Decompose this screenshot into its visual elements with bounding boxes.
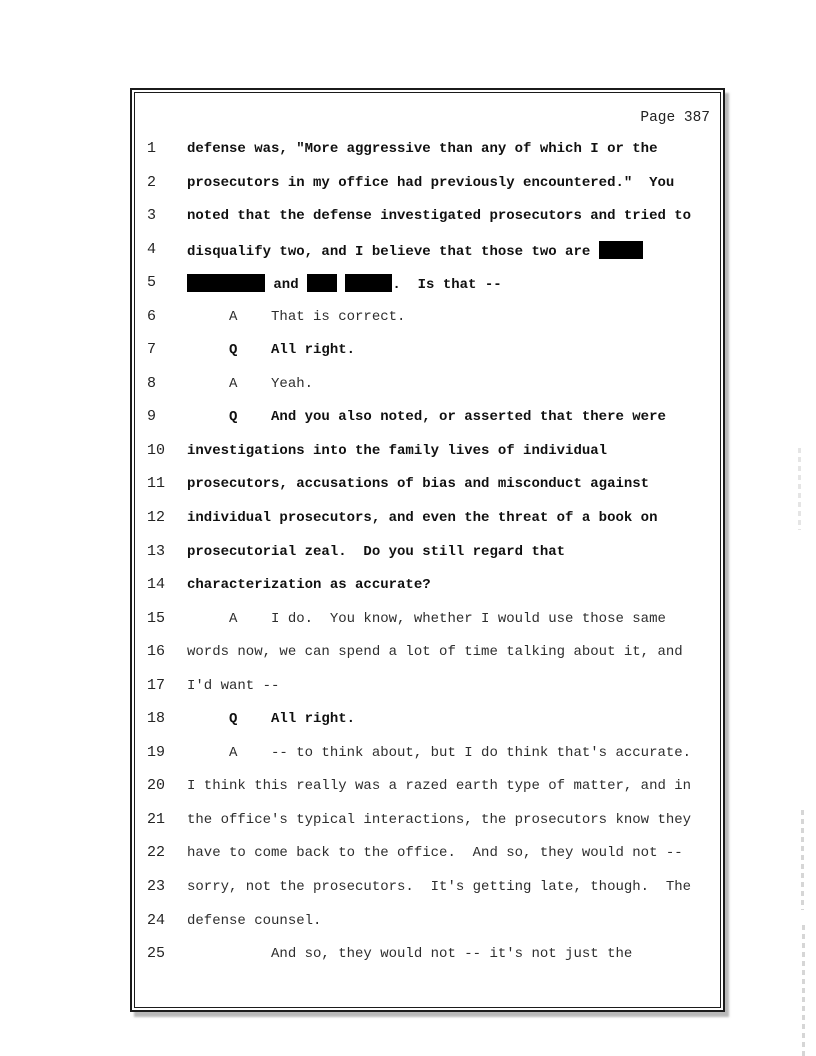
line-number: 25 xyxy=(147,945,166,963)
line-text: A I do. You know, whether I would use those same xyxy=(187,610,666,627)
transcript-line xyxy=(135,508,720,542)
line-text: prosecutors in my office had previously encountered." You xyxy=(187,174,675,191)
transcript-line xyxy=(135,340,720,374)
line-number: 14 xyxy=(147,576,166,594)
redaction-box xyxy=(345,274,392,292)
page-number: Page 387 xyxy=(640,110,710,126)
transcript-line xyxy=(135,575,720,609)
transcript-line xyxy=(135,139,720,173)
line-number: 24 xyxy=(147,911,166,929)
line-text: Q And you also noted, or asserted that there were xyxy=(187,409,666,426)
line-number: 6 xyxy=(147,307,157,325)
line-text: the office's typical interactions, the prosecutors know they xyxy=(187,811,692,828)
line-text: defense counsel. xyxy=(187,912,322,929)
line-text: investigations into the family lives of individual xyxy=(187,442,608,459)
line-number: 12 xyxy=(147,509,166,527)
line-number: 22 xyxy=(147,844,166,862)
transcript-line xyxy=(135,709,720,743)
line-text: I think this really was a razed earth type of matter, and in xyxy=(187,778,692,795)
line-number: 15 xyxy=(147,609,166,627)
redaction-box xyxy=(307,274,337,292)
transcript-line xyxy=(135,307,720,341)
line-number: 23 xyxy=(147,878,166,896)
line-text: Q All right. xyxy=(187,342,356,359)
line-text: have to come back to the office. And so, they would not -- xyxy=(187,845,683,862)
line-text: A That is correct. xyxy=(187,308,406,325)
transcript-line xyxy=(135,843,720,877)
scan-artifact xyxy=(798,448,801,530)
line-number: 16 xyxy=(147,643,166,661)
transcript-line xyxy=(135,240,720,274)
line-text: A -- to think about, but I do think that's accurate. xyxy=(187,744,692,761)
line-text: defense was, "More aggressive than any of which I or the xyxy=(187,141,658,157)
line-number: 21 xyxy=(147,810,166,828)
line-number: 9 xyxy=(147,408,157,426)
scan-artifact xyxy=(802,925,805,1056)
line-number: 13 xyxy=(147,542,166,560)
line-text: prosecutorial zeal. Do you still regard that xyxy=(187,543,566,560)
line-number: 8 xyxy=(147,374,157,392)
line-text: characterization as accurate? xyxy=(187,577,431,594)
line-text: words now, we can spend a lot of time talking about it, and xyxy=(187,644,683,661)
line-text: and . Is that -- xyxy=(187,274,502,294)
transcript-line xyxy=(135,173,720,207)
line-number: 18 xyxy=(147,710,166,728)
line-text: A Yeah. xyxy=(187,375,314,392)
transcript-line xyxy=(135,676,720,710)
transcript-line xyxy=(135,877,720,911)
line-number: 11 xyxy=(147,475,166,493)
line-text: disqualify two, and I believe that those two are xyxy=(187,241,643,261)
line-number: 2 xyxy=(147,173,157,191)
transcript-line xyxy=(135,474,720,508)
line-number: 4 xyxy=(147,240,157,258)
line-text: prosecutors, accusations of bias and misconduct against xyxy=(187,476,650,493)
transcript-line xyxy=(135,743,720,777)
transcript-line xyxy=(135,776,720,810)
transcript-body xyxy=(135,139,720,978)
line-text: And so, they would not -- it's not just the xyxy=(187,946,633,963)
line-number: 17 xyxy=(147,676,166,694)
line-text: Q All right. xyxy=(187,711,356,728)
transcript-line xyxy=(135,911,720,945)
transcript-line xyxy=(135,944,720,978)
transcript-line xyxy=(135,273,720,307)
scan-artifact xyxy=(801,810,804,910)
transcript-page-border xyxy=(130,88,725,1012)
line-text: I'd want -- xyxy=(187,677,280,694)
transcript-line xyxy=(135,374,720,408)
redaction-box xyxy=(599,241,643,259)
line-number: 7 xyxy=(147,341,157,359)
transcript-line xyxy=(135,441,720,475)
transcript-line xyxy=(135,206,720,240)
line-number: 3 xyxy=(147,207,157,225)
redaction-box xyxy=(187,274,265,292)
transcript-line xyxy=(135,542,720,576)
line-text: sorry, not the prosecutors. It's getting late, though. The xyxy=(187,879,692,896)
line-number: 20 xyxy=(147,777,166,795)
line-number: 5 xyxy=(147,274,157,292)
transcript-line xyxy=(135,810,720,844)
line-text: noted that the defense investigated prosecutors and tried to xyxy=(187,208,692,225)
line-number: 19 xyxy=(147,743,166,761)
transcript-page xyxy=(134,92,721,1008)
line-text: individual prosecutors, and even the threat of a book on xyxy=(187,510,658,527)
transcript-line xyxy=(135,642,720,676)
line-number: 10 xyxy=(147,441,166,459)
transcript-line xyxy=(135,609,720,643)
line-number: 1 xyxy=(147,140,157,157)
transcript-line xyxy=(135,407,720,441)
